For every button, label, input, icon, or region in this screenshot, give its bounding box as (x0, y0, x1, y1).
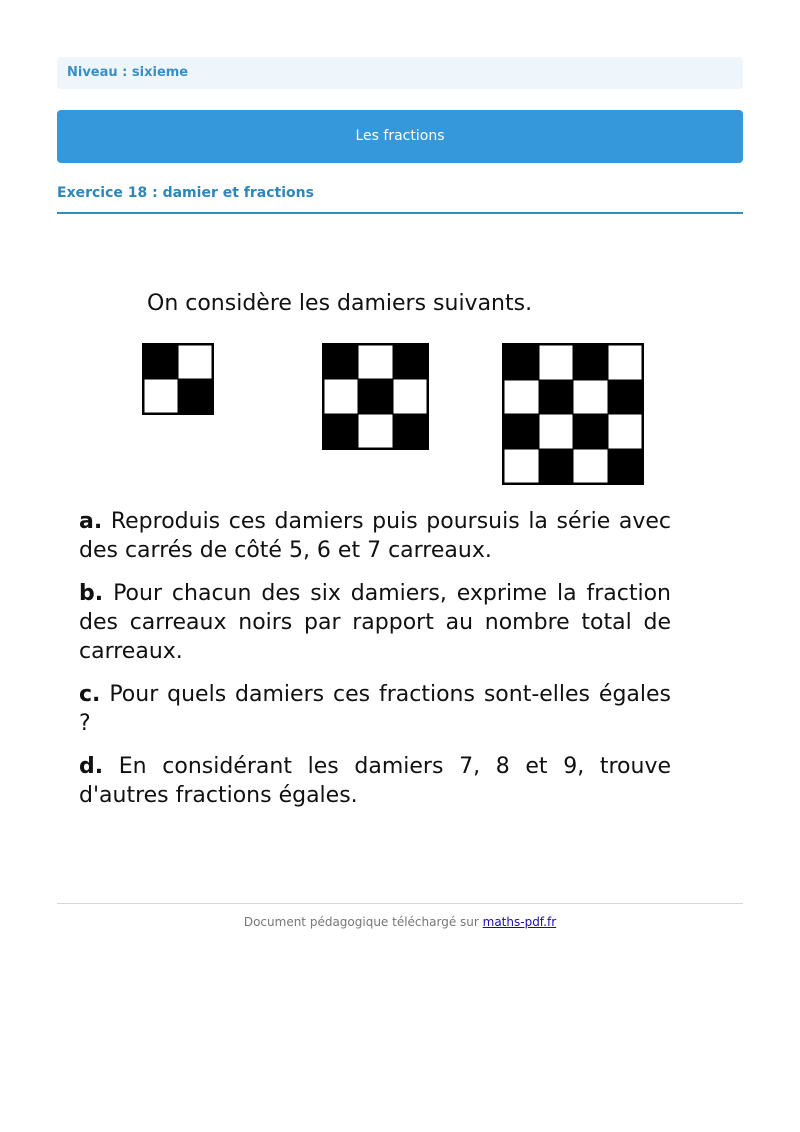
level-label: Niveau : sixieme (57, 57, 743, 89)
black-square (608, 449, 643, 484)
white-square (504, 380, 539, 415)
question-letter: b. (79, 581, 104, 606)
question-text: Pour chacun des six damiers, exprime la fraction des carreaux noirs par rapport au nombre total de carreaux. (79, 581, 672, 664)
question-text: En considérant les damiers 7, 8 et 9, trouve d'autres fractions égales. (79, 754, 671, 808)
footer-text: Document pédagogique téléchargé sur (243, 915, 483, 929)
question-letter: c. (79, 682, 101, 707)
question-b (79, 579, 671, 666)
white-square (144, 379, 178, 413)
black-square (539, 380, 574, 415)
footer-link[interactable]: maths-pdf.fr (482, 915, 557, 929)
white-square (608, 414, 643, 449)
black-square (573, 414, 608, 449)
white-square (573, 380, 608, 415)
white-square (178, 345, 212, 379)
question-c (79, 680, 671, 738)
black-square (144, 345, 178, 379)
black-square (393, 414, 427, 448)
question-letter: a. (79, 509, 103, 534)
white-square (324, 379, 358, 413)
intro-text: On considère les damiers suivants. (147, 291, 533, 316)
white-square (504, 449, 539, 484)
white-square (608, 345, 643, 380)
black-square (504, 414, 539, 449)
checkerboard-4x4 (502, 343, 644, 485)
question-a (79, 507, 671, 565)
black-square (324, 414, 358, 448)
black-square (178, 379, 212, 413)
black-square (573, 345, 608, 380)
black-square (539, 449, 574, 484)
exercise-title: Exercice 18 : damier et fractions (57, 185, 743, 214)
black-square (504, 345, 539, 380)
question-letter: d. (79, 754, 104, 779)
white-square (539, 414, 574, 449)
black-square (608, 380, 643, 415)
footer (0, 915, 800, 929)
black-square (324, 345, 358, 379)
white-square (539, 345, 574, 380)
black-square (393, 345, 427, 379)
question-d (79, 752, 671, 810)
question-text: Pour quels damiers ces fractions sont-elles égales ? (79, 682, 672, 736)
checkerboard-2x2 (142, 343, 214, 415)
white-square (358, 414, 392, 448)
chapter-banner: Les fractions (57, 110, 743, 163)
question-text: Reproduis ces damiers puis poursuis la série avec des carrés de côté 5, 6 et 7 carreaux. (79, 509, 671, 563)
white-square (573, 449, 608, 484)
white-square (358, 345, 392, 379)
checkerboard-3x3 (322, 343, 429, 450)
black-square (358, 379, 392, 413)
footer-divider (57, 903, 743, 904)
white-square (393, 379, 427, 413)
